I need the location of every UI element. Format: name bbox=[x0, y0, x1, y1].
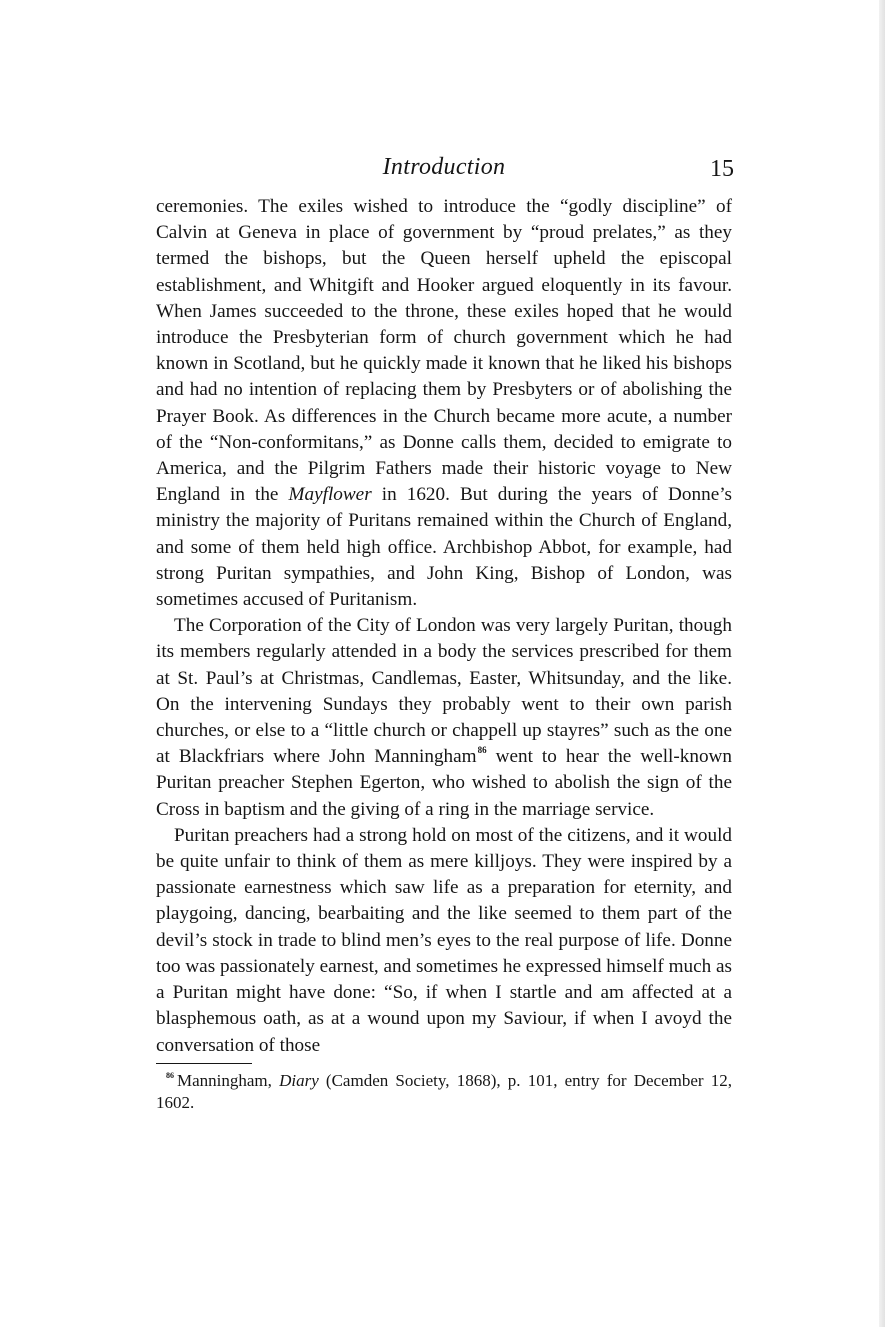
running-title: Introduction bbox=[382, 154, 506, 180]
page-edge-shadow bbox=[879, 0, 885, 1327]
footnote-work-title: Diary bbox=[279, 1070, 319, 1090]
footnote bbox=[156, 1070, 732, 1114]
running-head bbox=[156, 152, 732, 194]
paragraph-text: went to hear the well-known Puritan preacher Stephen Egerton, who wished to abolish the sign of the Cross in baptism and the giving of a ring in the marriage service. bbox=[156, 746, 732, 820]
footnote-rule bbox=[156, 1063, 252, 1064]
paragraph-text: in 1620. But during the years of Donne’s ministry the majority of Puritans remained within the Church of England, and some of them held high office. Archbishop Abbot, for example, had strong Puritan sympathies, and John King, Bishop of London, was sometimes accused of Puritanism. bbox=[156, 484, 733, 611]
paragraph-puritan-preachers bbox=[156, 823, 732, 1059]
page-number: 15 bbox=[710, 156, 734, 182]
book-page bbox=[156, 152, 732, 1114]
paragraph-text: Puritan preachers had a strong hold on most of the citizens, and it would be quite unfair to think of them as mere killjoys. They were inspired by a passionate earnestness which saw life as a preparation for eternity, and playgoing, dancing, bearbaiting and the like seemed to them part of the devil’s stock in trade to blind men’s eyes to the real purpose of life. Donne too was passionately earnest, and sometimes he expressed himself much as a Puritan might have done: “So, if when I startle and am affected at a blasphemous oath, as at a wound upon my Saviour, if when I avoyd the conversation of those bbox=[156, 824, 733, 1056]
paragraph-ceremonies bbox=[156, 194, 732, 613]
paragraph-text: The Corporation of the City of London was very largely Puritan, though its members regularly attended in a body the services prescribed for them at St. Paul’s at Christmas, Candlemas, Easter, Whitsunday, and the like. On the intervening Sundays they probably went to their own parish churches, or else to a “little church or chappell up stayres” such as the one at Blackfriars where John Manningham bbox=[156, 615, 732, 768]
body-text bbox=[156, 194, 732, 1059]
footnote-marker: 86 bbox=[166, 1070, 174, 1080]
footnote-text: (Camden Society, 1868), p. 101, entry for December 12, 1602. bbox=[156, 1070, 732, 1112]
footnote-reference: 86 bbox=[477, 745, 487, 756]
footnote-text: Manningham, bbox=[177, 1070, 280, 1090]
paragraph-corporation bbox=[156, 613, 732, 823]
ship-name: Mayflower bbox=[288, 484, 372, 506]
paragraph-text: ceremonies. The exiles wished to introduce the “godly discipline” of Calvin at Geneva in place of government by “proud prelates,” as they termed the bishops, but the Queen herself upheld the episcopal establishment, and Whitgift and Hooker argued eloquently in its favour. When James succeeded to the throne, these exiles hoped that he would introduce the Presbyterian form of church government which he had known in Scotland, but he quickly made it known that he liked his bishops and had no intention of replacing them by Presbyters or of abolishing the Prayer Book. As differences in the Church became more acute, a number of the “Non-conformitans,” as Donne calls them, decided to emigrate to America, and the Pilgrim Fathers made their historic voyage to New England in the bbox=[156, 196, 732, 506]
